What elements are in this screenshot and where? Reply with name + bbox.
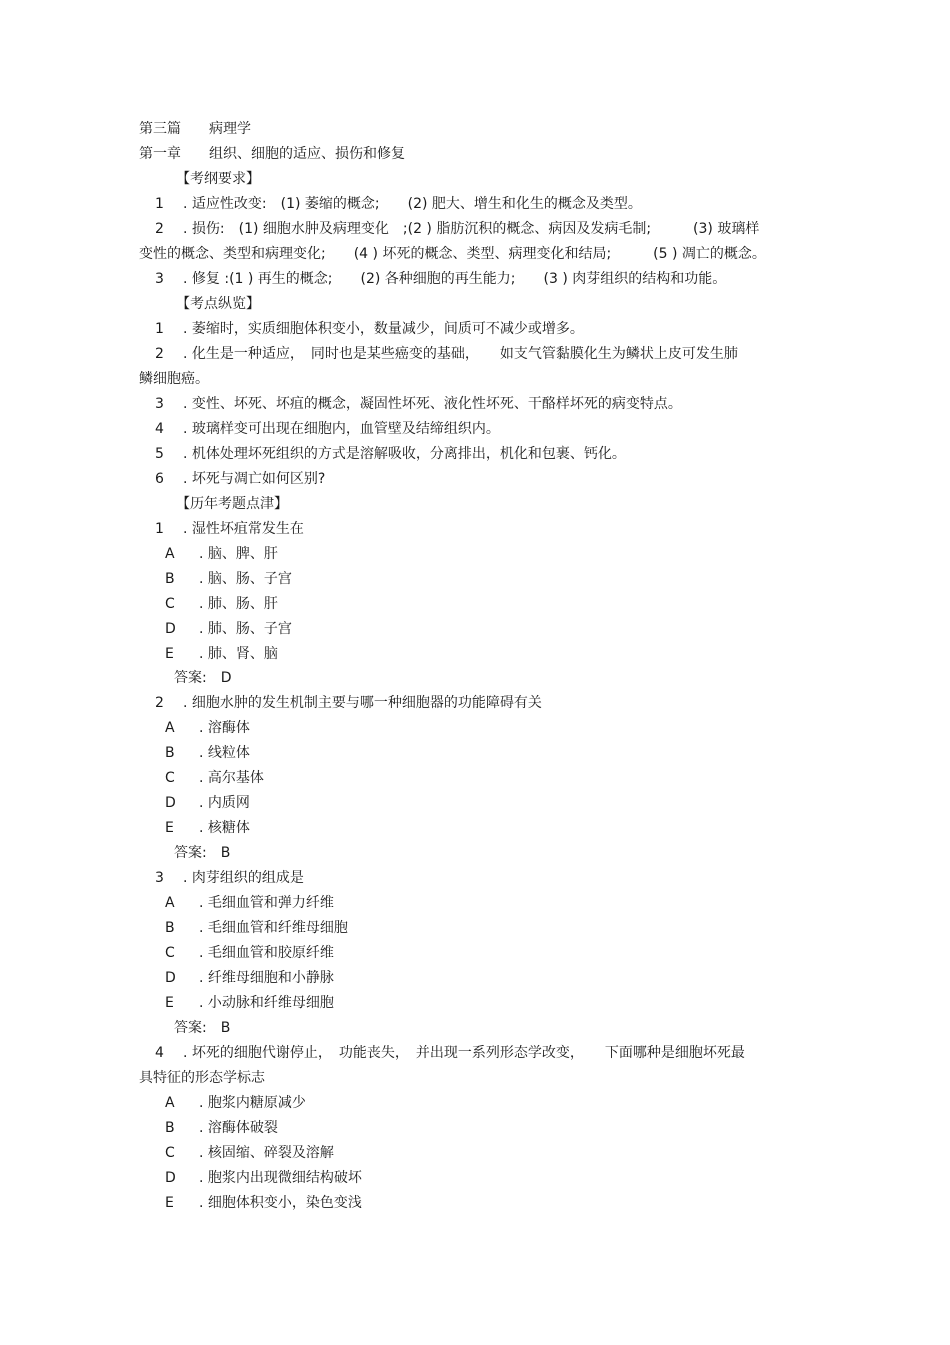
- option: A . 溶酶体: [165, 720, 250, 736]
- requirement-item: 3 . 修复 :(1 ) 再生的概念; (2) 各种细胞的再生能力; (3 ) 肉芽组织的结构和功能。: [155, 271, 727, 287]
- questions-heading: 【历年考题点津】: [176, 496, 288, 512]
- part-title: 第三篇 病理学: [139, 121, 251, 137]
- point-item: 4 . 玻璃样变可出现在细胞内，血管壁及结缔组织内。: [155, 421, 500, 437]
- answer: 答案: D: [174, 670, 232, 686]
- option: D . 内质网: [165, 795, 250, 811]
- option: A . 胞浆内糖原减少: [165, 1095, 306, 1111]
- question-stem: 4 . 坏死的细胞代谢停止， 功能丧失， 并出现一系列形态学改变， 下面哪种是细胞坏死最: [155, 1045, 745, 1061]
- option: B . 脑、肠、子宫: [165, 571, 292, 587]
- option: D . 肺、肠、子宫: [165, 621, 292, 637]
- requirement-item: 2 . 损伤: (1) 细胞水肿及病理变化 ;(2 ) 脂肪沉积的概念、病因及发病毛制; (3) 玻璃样: [155, 221, 760, 237]
- option: C . 毛细血管和胶原纤维: [165, 945, 334, 961]
- question-stem: 1 . 湿性坏疽常发生在: [155, 521, 304, 537]
- option: A . 脑、脾、肝: [165, 546, 278, 562]
- option: D . 胞浆内出现微细结构破坏: [165, 1170, 362, 1186]
- requirement-item-cont: 变性的概念、类型和病理变化; (4 ) 坏死的概念、类型、病理变化和结局; (5 ) 凋亡的概念。: [139, 246, 766, 262]
- question-stem: 2 . 细胞水肿的发生机制主要与哪一种细胞器的功能障碍有关: [155, 695, 542, 711]
- option: E . 核糖体: [165, 820, 250, 836]
- point-item: 3 . 变性、坏死、坏疽的概念，凝固性坏死、液化性坏死、干酪样坏死的病变特点。: [155, 396, 682, 412]
- option: B . 毛细血管和纤维母细胞: [165, 920, 348, 936]
- option: B . 线粒体: [165, 745, 250, 761]
- option: C . 核固缩、碎裂及溶解: [165, 1145, 334, 1161]
- option: C . 高尔基体: [165, 770, 264, 786]
- point-item: 1 . 萎缩时，实质细胞体积变小，数量减少，间质可不减少或增多。: [155, 321, 584, 337]
- point-item: 5 . 机体处理坏死组织的方式是溶解吸收，分离排出，机化和包裹、钙化。: [155, 446, 626, 462]
- option: E . 肺、肾、脑: [165, 646, 278, 662]
- option: A . 毛细血管和弹力纤维: [165, 895, 334, 911]
- chapter-title: 第一章 组织、细胞的适应、损伤和修复: [139, 146, 405, 162]
- answer: 答案: B: [174, 1020, 231, 1036]
- point-item: 6 . 坏死与凋亡如何区别?: [155, 471, 326, 487]
- points-heading: 【考点纵览】: [176, 296, 260, 312]
- requirements-heading: 【考纲要求】: [176, 171, 260, 187]
- point-item: 2 . 化生是一种适应， 同时也是某些癌变的基础， 如支气管黏膜化生为鳞状上皮可发生肺: [155, 346, 738, 362]
- option: B . 溶酶体破裂: [165, 1120, 278, 1136]
- option: E . 细胞体积变小，染色变浅: [165, 1195, 362, 1211]
- point-item-cont: 鳞细胞癌。: [139, 371, 209, 387]
- question-stem: 3 . 肉芽组织的组成是: [155, 870, 304, 886]
- question-stem-cont: 具特征的形态学标志: [139, 1070, 265, 1086]
- option: E . 小动脉和纤维母细胞: [165, 995, 334, 1011]
- requirement-item: 1 . 适应性改变: (1) 萎缩的概念; (2) 肥大、增生和化生的概念及类型。: [155, 196, 642, 212]
- option: D . 纤维母细胞和小静脉: [165, 970, 334, 986]
- answer: 答案: B: [174, 845, 231, 861]
- option: C . 肺、肠、肝: [165, 596, 278, 612]
